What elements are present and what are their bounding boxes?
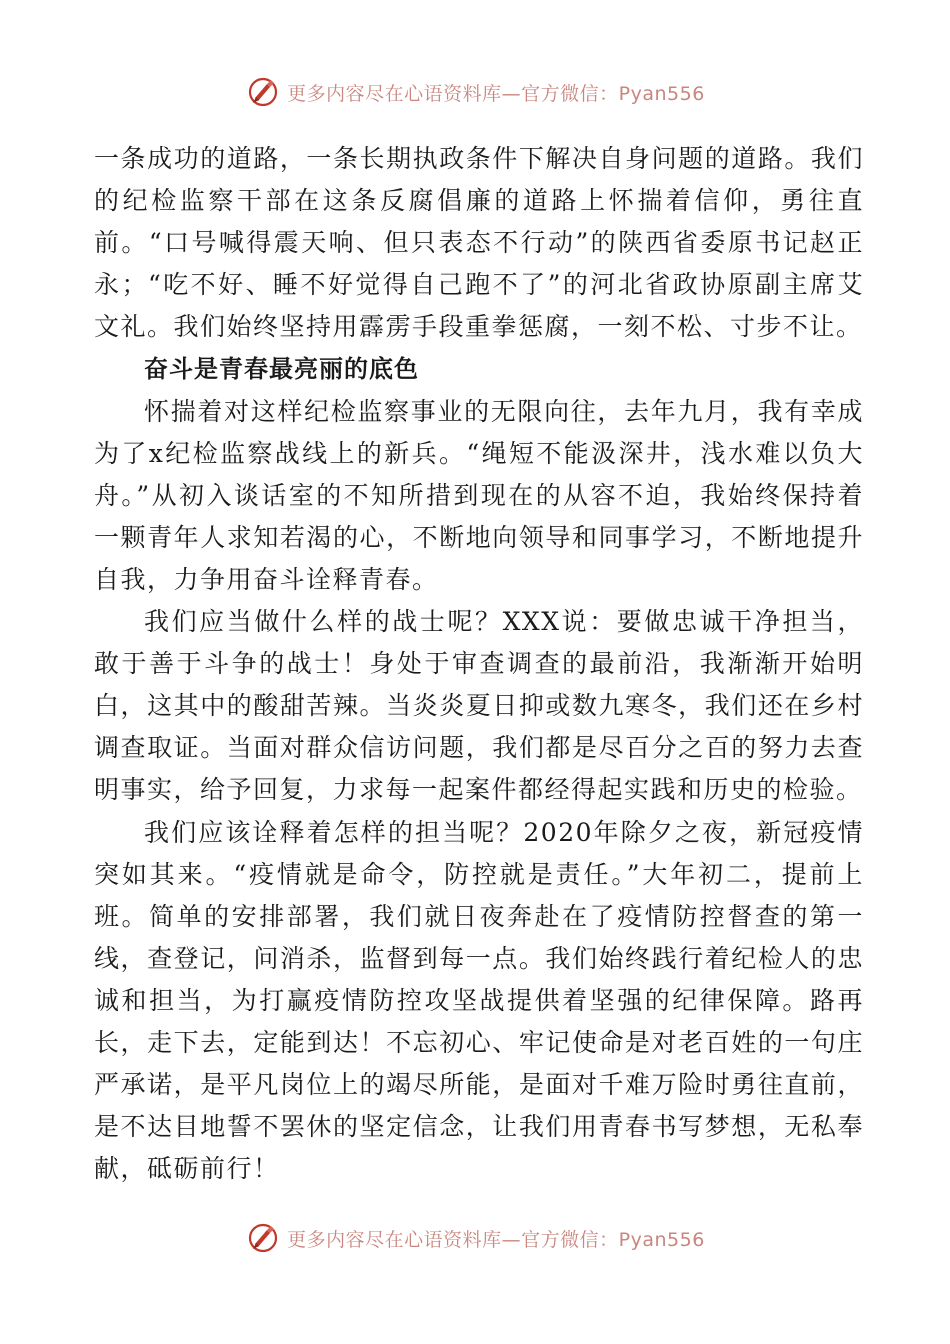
banner-text: 更多内容尽在心语资料库—官方微信：Pyan556 <box>287 82 705 105</box>
banner-text: 更多内容尽在心语资料库—官方微信：Pyan556 <box>287 1228 705 1251</box>
paragraph-4: 我们应该诠释着怎样的担当呢？2020年除夕之夜，新冠疫情突如其来。“疫情就是命令，防控就是责任。”大年初二，提前上班。简单的安排部署，我们就日夜奔赴在了疫情防控督查的第一线，查登记，问消杀，监督到每一点。我们始终践行着纪检人的忠诚和担当，为打赢疫情防控攻坚战提供着坚强的纪律保障。路再长，走下去，定能到达！不忘初心、牢记使命是对老百姓的一句庄严承诺，是平凡岗位上的竭尽所能，是面对千难万险时勇往直前，是不达目地誓不罢休的坚定信念，让我们用青春书写梦想，无私奉献，砥砺前行！ <box>94 817 864 1184</box>
footer-banner <box>0 1218 950 1258</box>
header-banner <box>0 72 950 112</box>
document-body <box>94 138 864 1190</box>
section-heading: 奋斗是青春最亮丽的底色 <box>144 355 419 384</box>
paragraph-3: 我们应当做什么样的战士呢？XXX说：要做忠诚干净担当，敢于善于斗争的战士！身处于审查调查的最前沿，我渐渐开始明白，这其中的酸甜苦辣。当炎炎夏日抑或数九寒冬，我们还在乡村调查取证。当面对群众信访问题，我们都是尽百分之百的努力去查明事实，给予回复，力求每一起案件都经得起实践和历史的检验。 <box>94 607 864 805</box>
paragraph-2: 怀揣着对这样纪检监察事业的无限向往，去年九月，我有幸成为了x纪检监察战线上的新兵。“绳短不能汲深井，浅水难以负大舟。”从初入谈话室的不知所措到现在的从容不迫，我始终保持着一颗青年人求知若渴的心，不断地向领导和同事学习，不断地提升自我，力争用奋斗诠释青春。 <box>94 396 864 594</box>
paragraph-1: 一条成功的道路，一条长期执政条件下解决自身问题的道路。我们的纪检监察干部在这条反腐倡廉的道路上怀揣着信仰，勇往直前。“口号喊得震天响、但只表态不行动”的陕西省委原书记赵正永；“吃不好、睡不好觉得自己跑不了”的河北省政协原副主席艾文礼。我们始终坚持用霹雳手段重拳惩腐，一刻不松、寸步不让。 <box>94 144 864 342</box>
pen-logo-icon <box>245 1220 281 1256</box>
pen-logo-icon <box>245 74 281 110</box>
